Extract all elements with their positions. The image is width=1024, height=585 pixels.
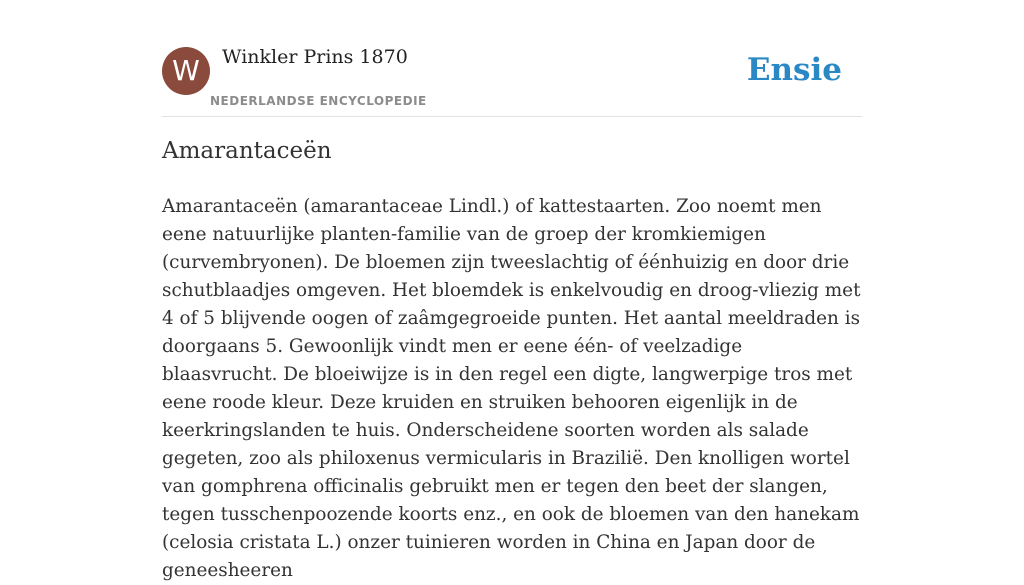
article-body: Amarantaceën (amarantaceae Lindl.) of kattestaarten. Zoo noemt men eene natuurlijke planten-familie van de groep der kromkiemigen (curvembryonen). De bloemen zijn tweeslachtig of éénhuizig en door drie schutblaadjes omgeven. Het bloemdek is enkelvoudig en droog-vliezig met 4 of 5 blijvende oogen of zaâmgegroeide punten. Het aantal meeldraden is doorgaans 5. Gewoonlijk vindt men er eene één- of veelzadige blaasvrucht. De bloeiwijze is in den regel een digte, langwerpige tros met eene roode kleur. Deze kruiden en struiken behooren eigenlijk in de keerkringslanden te huis. Onderscheidene soorten worden als salade gegeten, zoo als philoxenus vermicularis in Brazilië. Den knolligen wortel van gomphrena officinalis gebruikt men er tegen den beet der slangen, tegen tusschenpoozende koorts enz., en ook de bloemen van den hanekam (celosia cristata L.) onzer tuinieren worden in China en Japan door de geneesheeren [162, 196, 861, 581]
source-avatar[interactable]: W [162, 47, 210, 95]
source-header [162, 44, 862, 117]
source-title[interactable]: Winkler Prins 1870 [222, 46, 408, 68]
ensie-logo[interactable]: Ensie [746, 52, 842, 88]
source-subtitle: NEDERLANDSE ENCYCLOPEDIE [210, 94, 427, 108]
article-title: Amarantaceën [162, 138, 332, 164]
